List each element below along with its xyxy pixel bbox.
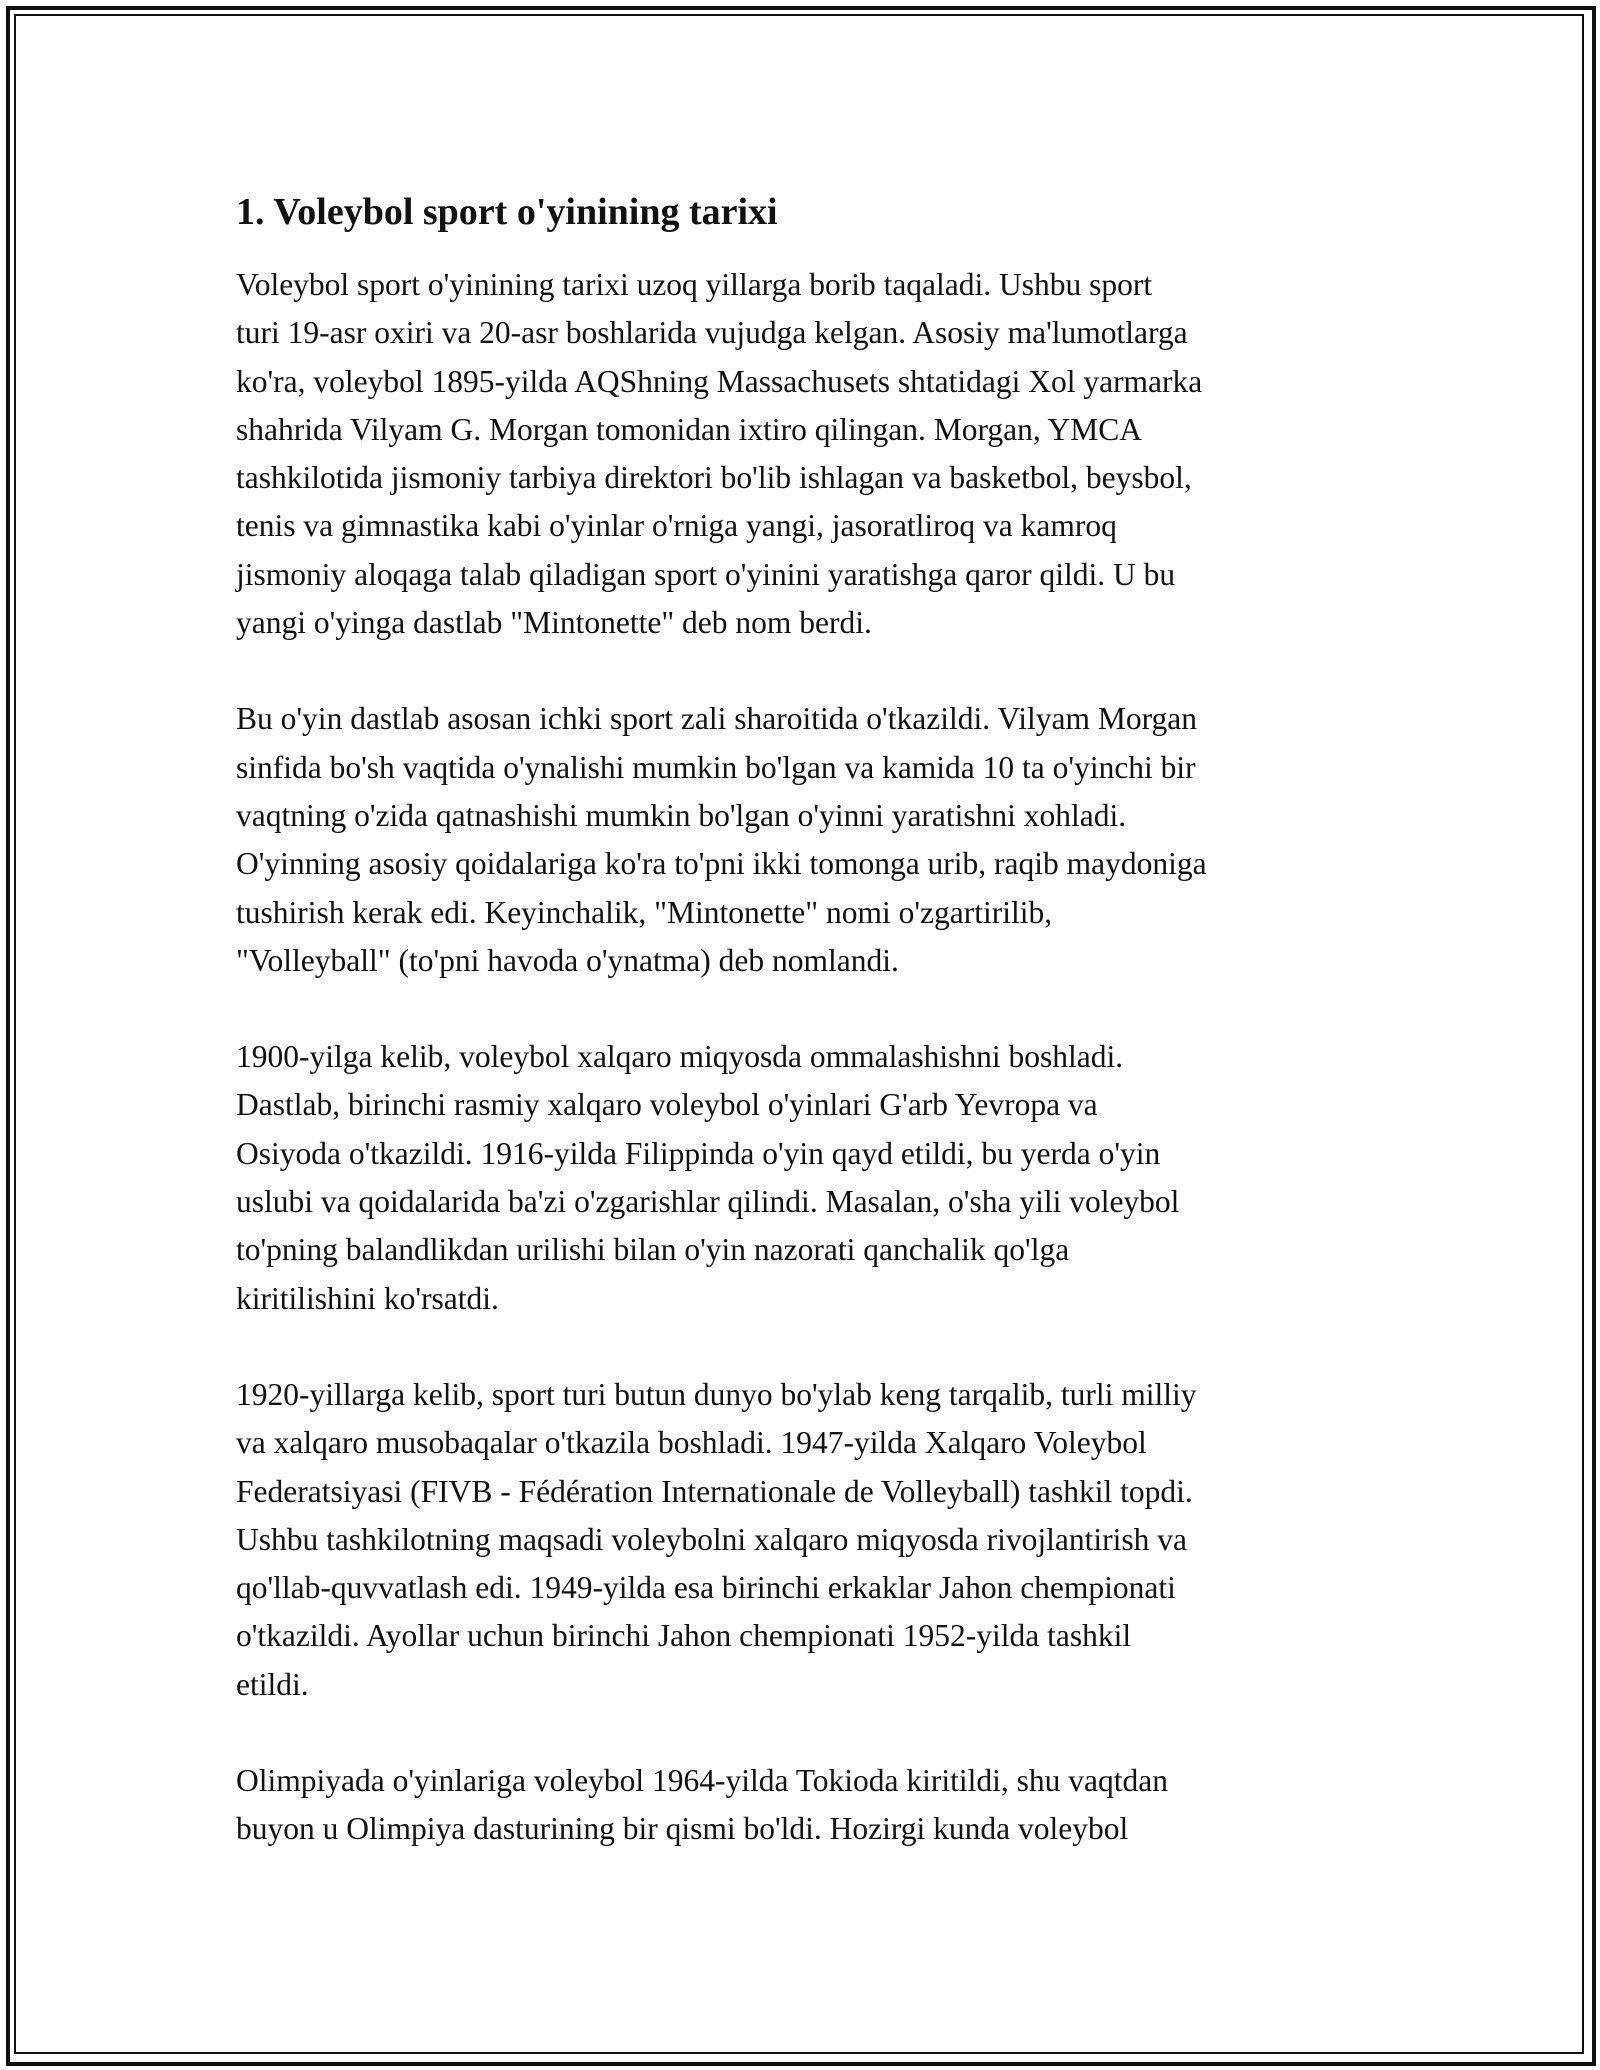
section-heading: 1. Voleybol sport o'yinining tarixi xyxy=(236,191,778,233)
document-body xyxy=(236,188,1372,1902)
paragraph-early-rules: Bu o'yin dastlab asosan ichki sport zali sharoitida o'tkazildi. Vilyam Morgan sinfida bo'sh vaqtida o'ynalishi mumkin bo'lgan va kamida 10 ta o'yinchi bir vaqtning o'zida qatnashishi mumkin bo'lgan o'yinni yaratishni xohladi. O'yinning asosiy qoidalariga ko'ra to'pni ikki tomonga urib, raqib maydoniga tushirish kerak edi. Keyinchalik, "Mintonette" nomi o'zgartirilib, "Volleyball" (to'pni havoda o'ynatma) deb nomlandi. xyxy=(236,701,1207,978)
paragraph-international-spread: 1900-yilga kelib, voleybol xalqaro miqyosda ommalashishni boshladi. Dastlab, birinchi rasmiy xalqaro voleybol o'yinlari G'arb Yevropa va Osiyoda o'tkazildi. 1916-yilda Filippinda o'yin qayd etildi, bu yerda o'yin uslubi va qoidalarida ba'zi o'zgarishlar qilindi. Masalan, o'sha yili voleybol to'pning balandlikdan urilishi bilan o'yin nazorati qanchalik qo'lga kiritilishini ko'rsatdi. xyxy=(236,1039,1180,1316)
paragraph-origin: Voleybol sport o'yinining tarixi uzoq yillarga borib taqaladi. Ushbu sport turi 19-asr oxiri va 20-asr boshlarida vujudga kelgan. Asosiy ma'lumotlarga ko'ra, voleybol 1895-yilda AQShning Massachusets shtatidagi Xol yarmarka shahrida Vilyam G. Morgan tomonidan ixtiro qilingan. Morgan, YMCA tashkilotida jismoniy tarbiya direktori bo'lib ishlagan va basketbol, beysbol, tenis va gimnastika kabi o'yinlar o'rniga yangi, jasoratliroq va kamroq jismoniy aloqaga talab qiladigan sport o'yinini yaratishga qaror qildi. U bu yangi o'yinga dastlab "Mintonette" deb nom berdi. xyxy=(236,267,1203,641)
paragraph-fivb: 1920-yillarga kelib, sport turi butun dunyo bo'ylab keng tarqalib, turli milliy va xalqaro musobaqalar o'tkazila boshladi. 1947-yilda Xalqaro Voleybol Federatsiyasi (FIVB - Fédération Internationale de Volleyball) tashkil topdi. Ushbu tashkilotning maqsadi voleybolni xalqaro miqyosda rivojlantirish va qo'llab-quvvatlash edi. 1949-yilda esa birinchi erkaklar Jahon chempionati o'tkazildi. Ayollar uchun birinchi Jahon chempionati 1952-yilda tashkil etildi. xyxy=(236,1376,1197,1702)
paragraph-olympics: Olimpiyada o'yinlariga voleybol 1964-yilda Tokioda kiritildi, shu vaqtdan buyon u Olimpiya dasturining bir qismi bo'ldi. Hozirgi kunda voleybol xyxy=(236,1763,1168,1847)
